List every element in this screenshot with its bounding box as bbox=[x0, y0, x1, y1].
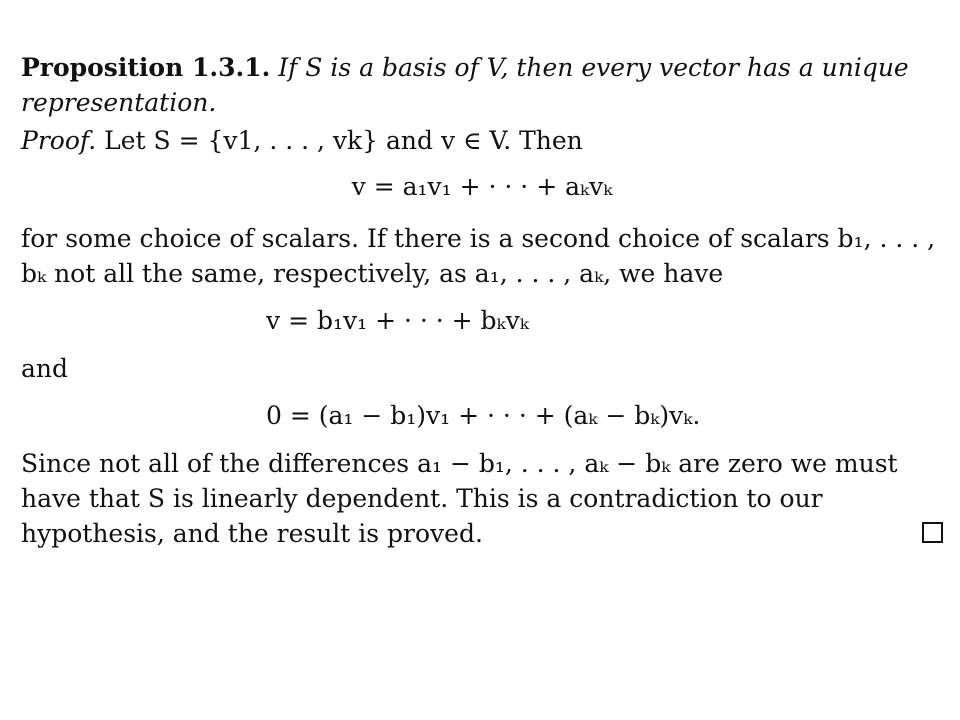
equation-3: 0 = (a₁ − b₁)v₁ + · · · + (aₖ − bₖ)vₖ. bbox=[266, 401, 701, 430]
qed-square-icon bbox=[922, 522, 943, 543]
proof-conclusion: Since not all of the differences a₁ − b₁, . . . , aₖ − bₖ are zero we must have that S is linearly dependent. This is a contradiction to our hypothesis, and the result is proved. bbox=[21, 449, 898, 548]
proof-paragraph-2: for some choice of scalars. If there is a second choice of scalars b₁, . . . , bₖ not all the same, respectively, as a₁, . . . , aₖ, we have bbox=[21, 224, 936, 288]
proof-label: Proof. bbox=[21, 126, 97, 155]
equation-2: v = b₁v₁ + · · · + bₖvₖ bbox=[266, 306, 529, 335]
proof-and: and bbox=[21, 354, 69, 383]
proposition bbox=[21, 50, 943, 120]
proof-intro bbox=[21, 123, 943, 158]
proposition-label: Proposition 1.3.1. bbox=[21, 53, 271, 82]
proof-intro-text: Let S = {v1, . . . , vk} and v ∈ V. Then bbox=[104, 126, 583, 155]
proof-conclusion-block bbox=[21, 446, 943, 551]
document-page bbox=[21, 50, 943, 551]
proposition-statement: If S is a basis of V, then every vector has a unique representation. bbox=[21, 53, 909, 117]
equation-1: v = a₁v₁ + · · · + aₖvₖ bbox=[351, 172, 613, 201]
